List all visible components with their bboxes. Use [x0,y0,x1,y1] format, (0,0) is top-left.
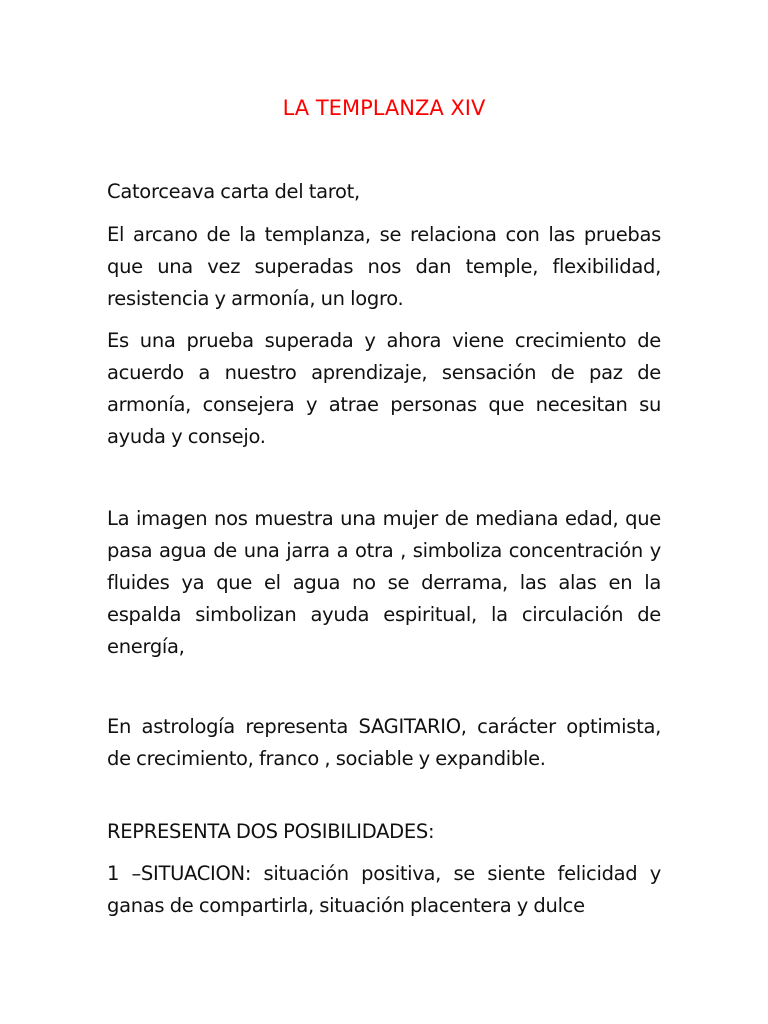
paragraph-7: 1 –SITUACION: situación positiva, se siente felicidad y ganas de compartirla, situación placentera y dulce [107,862,661,917]
document-title: LA TEMPLANZA XIV [282,96,486,120]
paragraph-1: Catorceava carta del tarot, [107,180,360,203]
paragraph-5: En astrología representa SAGITARIO, carácter optimista, de crecimiento, franco , sociable y expandible. [107,715,661,770]
paragraph-6: REPRESENTA DOS POSIBILIDADES: [107,820,435,843]
paragraph-4: La imagen nos muestra una mujer de mediana edad, que pasa agua de una jarra a otra , simboliza concentración y fluides ya que el agua no se derrama, las alas en la espalda simbolizan ayuda espiritual, la circulación de energía, [107,507,661,658]
paragraph-3: Es una prueba superada y ahora viene crecimiento de acuerdo a nuestro aprendizaje, sensación de paz de armonía, consejera y atrae personas que necesitan su ayuda y consejo. [107,329,661,448]
paragraph-2: El arcano de la templanza, se relaciona con las pruebas que una vez superadas nos dan temple, flexibilidad, resistencia y armonía, un logro. [107,223,661,310]
